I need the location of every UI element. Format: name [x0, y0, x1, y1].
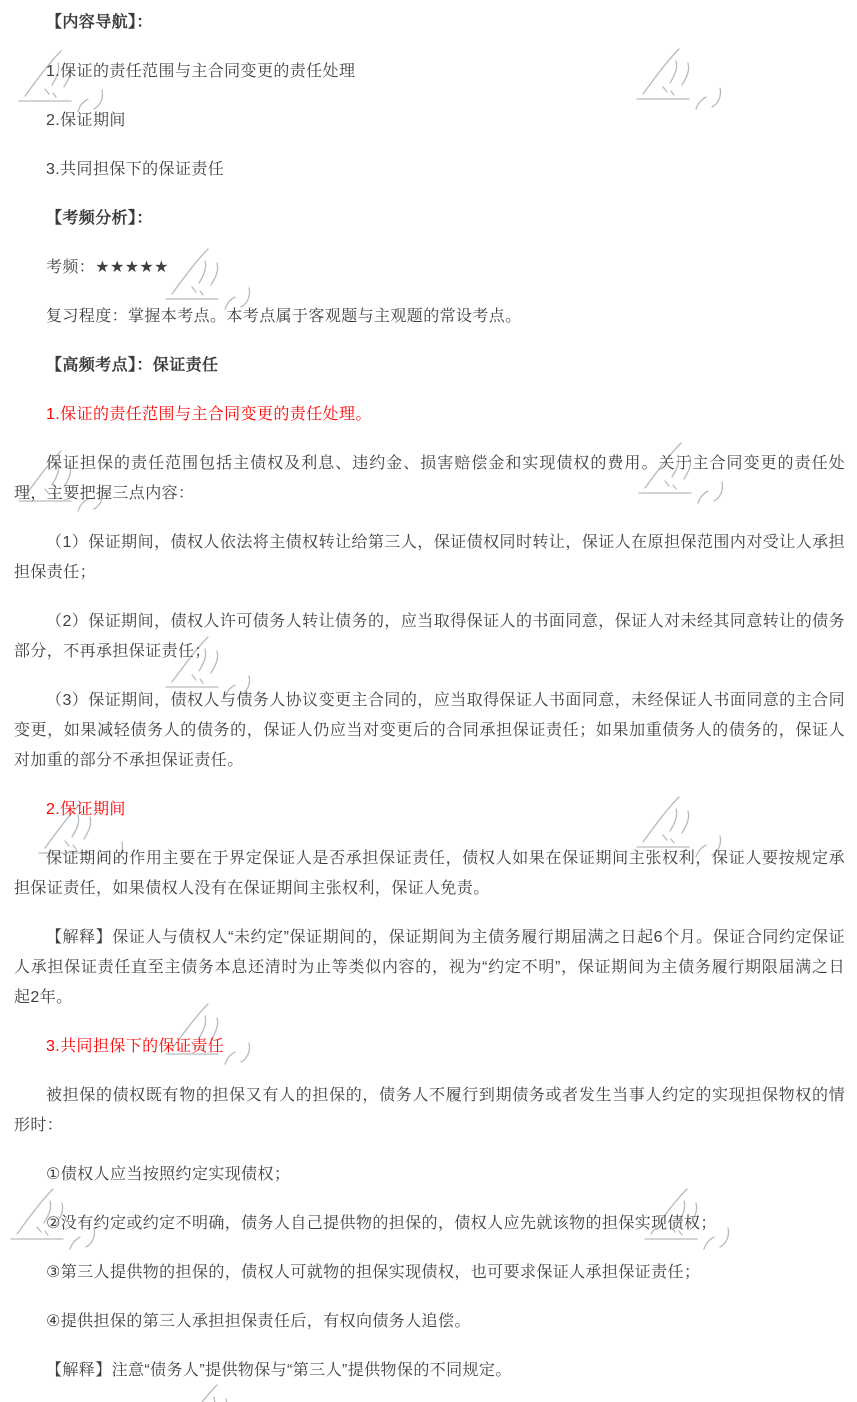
hot-topic-heading: 【高频考点】：保证责任 [46, 357, 219, 374]
section3-point-4: ④提供担保的第三人承担担保责任后，有权向债务人追偿。 [46, 1313, 471, 1330]
review-level-line: 复习程度：掌握本考点。本考点属于客观题与主观题的常设考点。 [46, 308, 522, 325]
section3-intro: 被担保的债权既有物的担保又有人的担保的，债务人不履行到期债务或者发生当事人约定的实现担保物权的情形时： [14, 1087, 845, 1134]
section3-point-3: ③第三人提供物的担保的，债权人可就物的担保实现债权，也可要求保证人承担保证责任； [46, 1264, 701, 1281]
section3-note: 【解释】注意“债务人”提供物保与“第三人”提供物保的不同规定。 [46, 1362, 512, 1379]
section3-point-1: ①债权人应当按照约定实现债权； [46, 1166, 291, 1183]
frequency-heading: 【考频分析】： [46, 210, 153, 227]
section2-note: 【解释】保证人与债权人“未约定”保证期间的，保证期间为主债务履行期届满之日起6个月。保证合同约定保证人承担保证责任直至主债务本息还清时为止等类似内容的，视为“约定不明”，保证期间为主债务履行期限届满之日起2年。 [14, 929, 845, 1006]
section1-point-2: （2）保证期间，债权人许可债务人转让债务的，应当取得保证人的书面同意，保证人对未经其同意转让的债务部分，不再承担保证责任； [14, 613, 845, 660]
section1-point-3: （3）保证期间，债权人与债务人协议变更主合同的，应当取得保证人书面同意，未经保证人书面同意的主合同变更，如果减轻债务人的债务的，保证人仍应当对变更后的合同承担保证责任；如果加重债务人的债务的，保证人对加重的部分不承担保证责任。 [14, 692, 845, 769]
nav-item-2: 2.保证期间 [46, 112, 126, 129]
section3-point-2: ②没有约定或约定不明确，债务人自己提供物的担保的，债权人应先就该物的担保实现债权； [46, 1215, 717, 1232]
section2-body: 保证期间的作用主要在于界定保证人是否承担保证责任，债权人如果在保证期间主张权利，保证人要按规定承担保证责任，如果债权人没有在保证期间主张权利，保证人免责。 [14, 850, 845, 897]
nav-item-3: 3.共同担保下的保证责任 [46, 161, 225, 178]
frequency-stars-line: 考频：★★★★★ [46, 259, 169, 276]
section1-point-1: （1）保证期间，债权人依法将主债权转让给第三人，保证债权同时转让，保证人在原担保范围内对受让人承担担保责任； [14, 534, 845, 581]
nav-item-1: 1.保证的责任范围与主合同变更的责任处理 [46, 63, 356, 80]
section1-title: 1.保证的责任范围与主合同变更的责任处理。 [46, 406, 372, 423]
nav-heading: 【内容导航】： [46, 14, 153, 31]
section1-intro: 保证担保的责任范围包括主债权及利息、违约金、损害赔偿金和实现债权的费用。关于主合同变更的责任处理，主要把握三点内容： [14, 455, 845, 502]
section2-title: 2.保证期间 [46, 801, 126, 818]
section3-title: 3.共同担保下的保证责任 [46, 1038, 225, 1055]
